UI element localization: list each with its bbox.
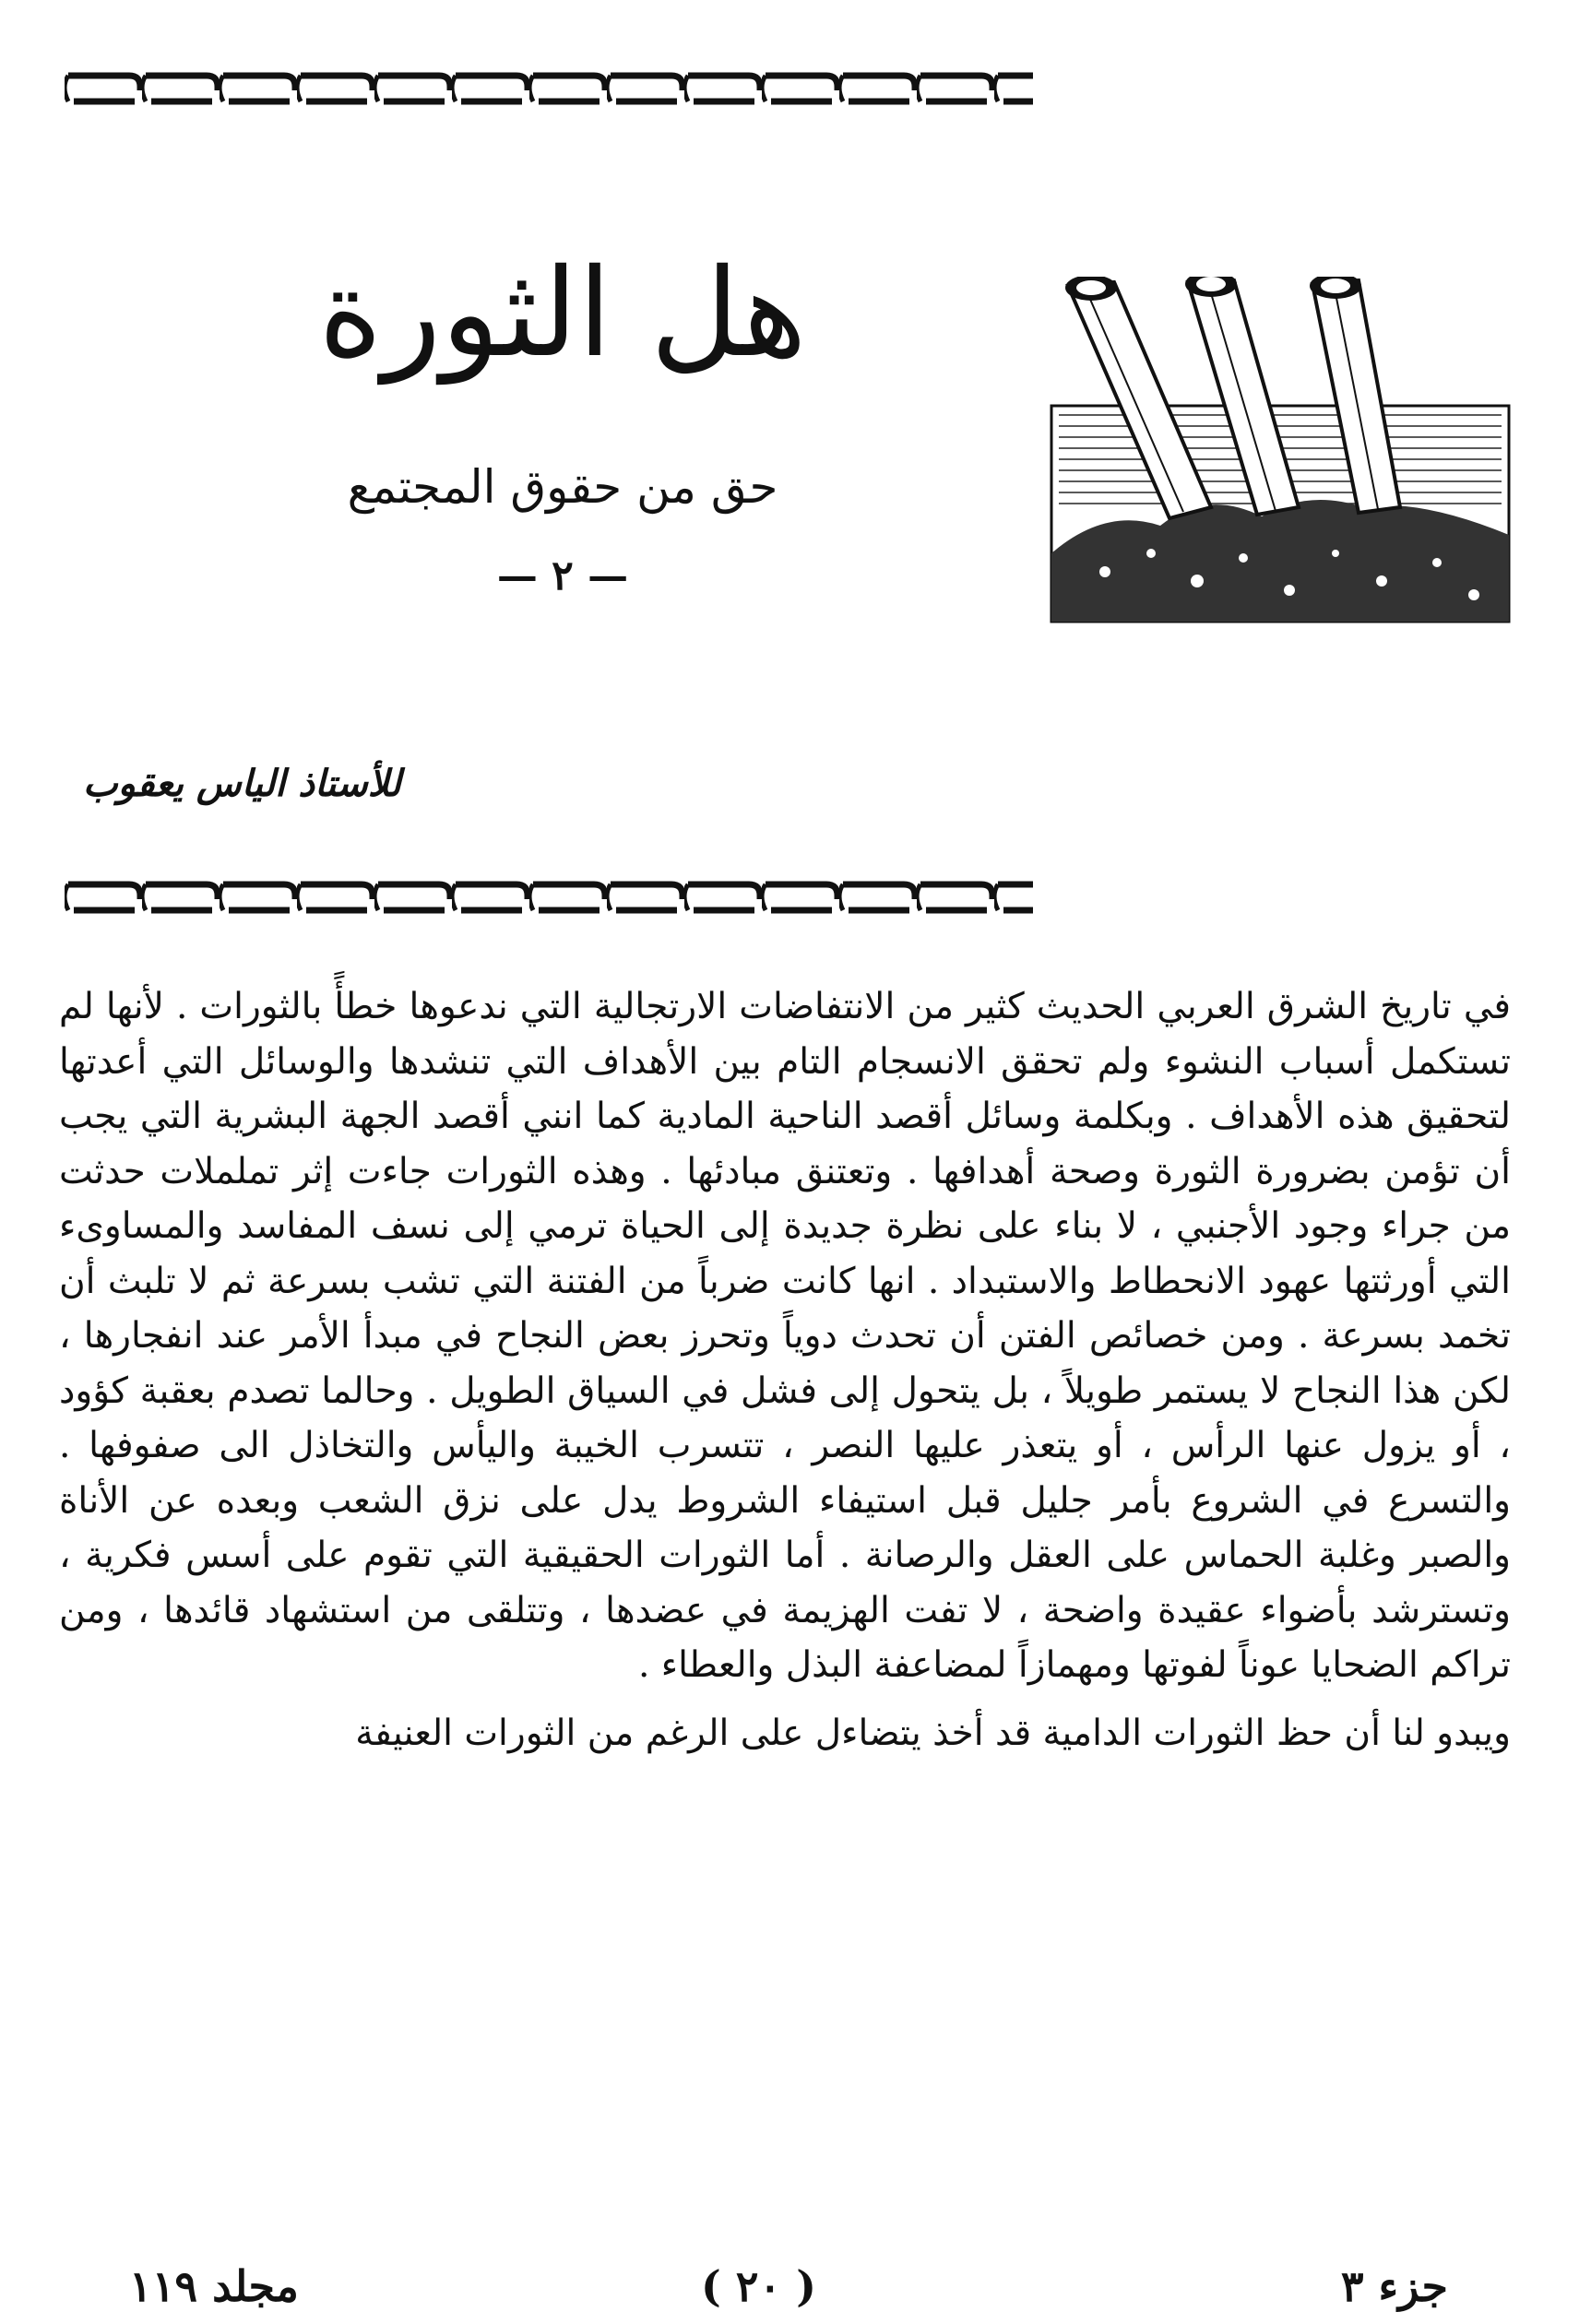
lower-ornament-border [65, 872, 1033, 923]
cannons-icon [1050, 277, 1511, 623]
article-title: هل الثورة [318, 243, 807, 385]
issue-label: جزء ٣ [1340, 2261, 1448, 2311]
body-paragraph: ويبدو لنا أن حظ الثورات الدامية قد أخذ يتضاءل على الرغم من الثورات العنيفة [355, 1712, 1511, 1754]
volume-label: مجلد ١١٩ [129, 2261, 299, 2311]
top-ornament-border [65, 63, 1033, 114]
article-body [59, 979, 1511, 1761]
article-subtitle: حق من حقوق المجتمع [347, 460, 778, 514]
body-paragraph: في تاريخ الشرق العربي الحديث كثير من الانتفاضات الارتجالية التي ندعوها خطأً بالثورات . لأنها لم تستكمل أسباب النشوء ولم تحقق الانسجام التام بين الأهداف التي تنشدها والوسائل التي أعدتها لتحقيق هذه الأهداف . وبكلمة وسائل أقصد الناحية المادية كما انني أقصد الجهة البشرية التي يجب أن تؤمن بضرورة الثورة وصحة أهدافها . وتعتنق مبادئها . وهذه الثورات جاءت إثر تململات حدثت من جراء وجود الأجنبي ، لا بناء على نظرة جديدة إلى الحياة ترمي إلى نسف المفاسد والمساوىء التي أورثتها عهود الانحطاط والاستبداد . انها كانت ضرباً من الفتنة التي تشب بسرعة ثم لا تلبث أن تخمد بسرعة . ومن خصائص الفتن أن تحدث دوياً وتحرز بعض النجاح في مبدأ الأمر عند انفجارها ، لكن هذا النجاح لا يستمر طويلاً ، بل يتحول إلى فشل في السياق الطويل . وحالما تصدم بعقبة كؤود ، أو يزول عنها الرأس ، أو يتعذر عليها النصر ، تتسرب الخيبة واليأس والتخاذل الى صفوفها . والتسرع في الشروع بأمر جليل قبل استيفاء الشروط يدل على نزق الشعب وبعده عن الأناة والصبر وغلبة الحماس على العقل والرصانة . أما الثورات الحقيقية التي تقوم على أسس فكرية ، وتسترشد بأضواء عقيدة واضحة ، لا تفت الهزيمة في عضدها ، وتتلقى من استشهاد قائدها ، ومن تراكم الضحايا عوناً لفوتها ومهمازاً لمضاعفة البذل والعطاء . [59, 986, 1512, 1686]
page-number: ( ٢٠ ) [701, 2261, 816, 2311]
author-byline: للأستاذ الياس يعقوب [83, 762, 401, 805]
part-number: — ٢ — [496, 552, 629, 599]
page-footer [129, 2261, 1448, 2318]
